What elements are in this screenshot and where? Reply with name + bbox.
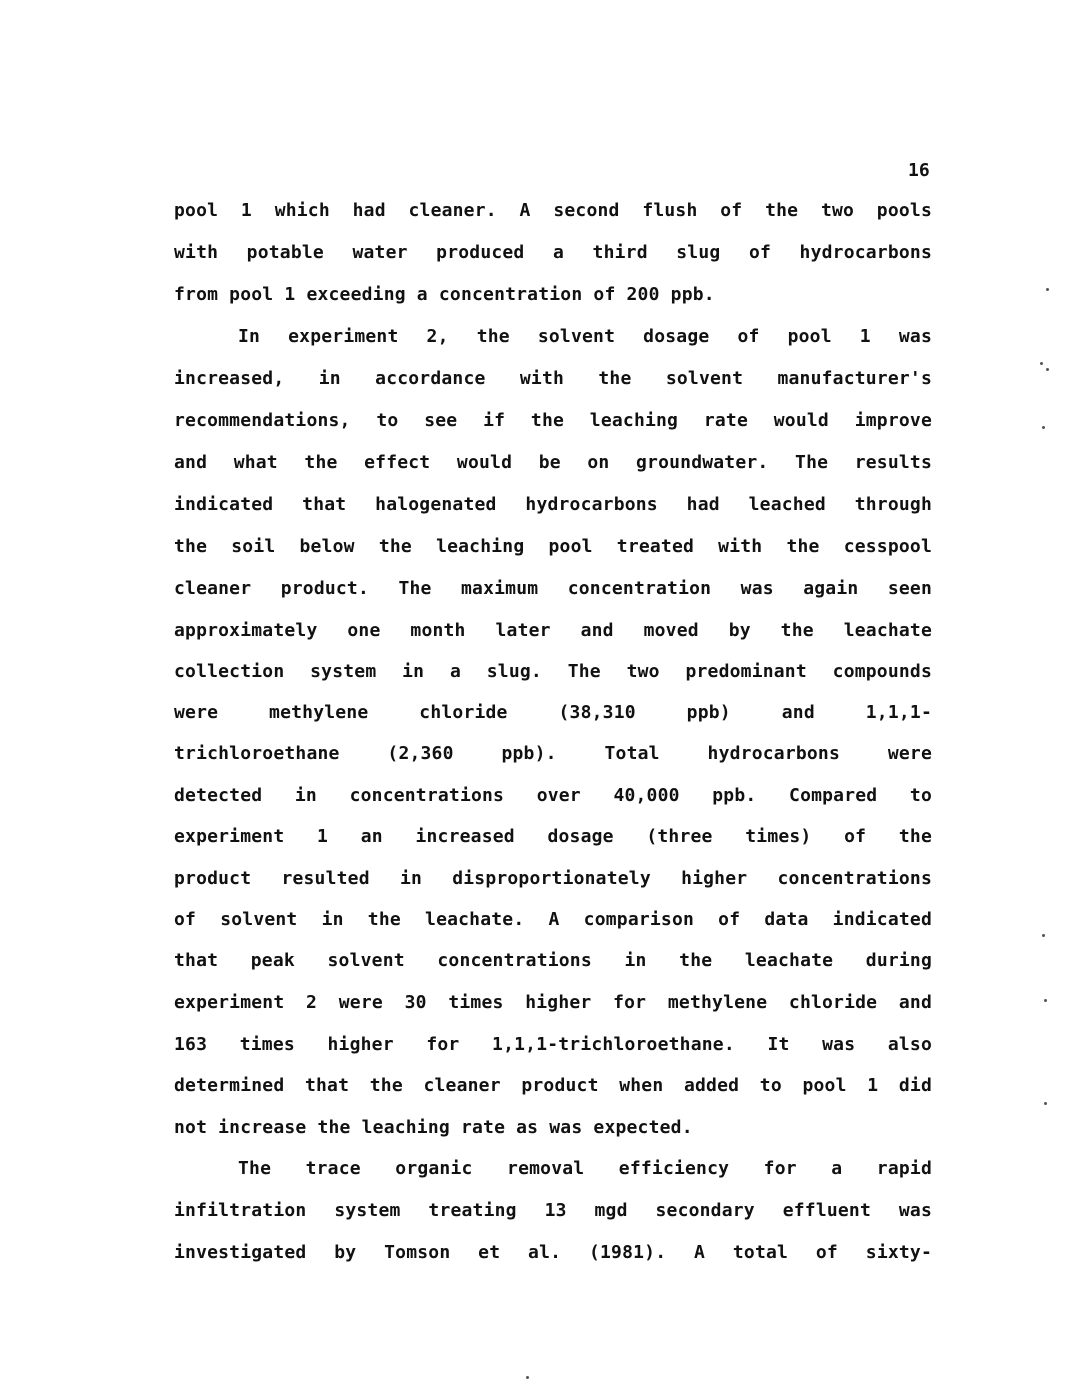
text-line: infiltration system treating 13 mgd secondary effluent was: [174, 1200, 932, 1221]
text-line: product resulted in disproportionately higher concentrations: [174, 868, 932, 889]
text-line: detected in concentrations over 40,000 ppb. Compared to: [174, 785, 932, 806]
text-line: the soil below the leaching pool treated with the cesspool: [174, 536, 932, 557]
text-line: from pool 1 exceeding a concentration of 200 ppb.: [174, 284, 715, 305]
text-line: 163 times higher for 1,1,1-trichloroethane. It was also: [174, 1034, 932, 1055]
scan-speck: [526, 1376, 529, 1379]
scan-speck: [1042, 426, 1045, 429]
page-number: 16: [908, 160, 930, 181]
text-line: In experiment 2, the solvent dosage of pool 1 was: [238, 326, 932, 347]
scan-speck: [1040, 362, 1043, 365]
text-line: increased, in accordance with the solvent manufacturer's: [174, 368, 932, 389]
scan-speck: [1044, 999, 1047, 1002]
text-line: recommendations, to see if the leaching rate would improve: [174, 410, 932, 431]
text-line: experiment 2 were 30 times higher for methylene chloride and: [174, 992, 932, 1013]
scan-speck: [1044, 1102, 1047, 1105]
text-line: and what the effect would be on groundwater. The results: [174, 452, 932, 473]
text-line: approximately one month later and moved by the leachate: [174, 620, 932, 641]
text-line: investigated by Tomson et al. (1981). A total of sixty-: [174, 1242, 932, 1263]
text-line: experiment 1 an increased dosage (three times) of the: [174, 826, 932, 847]
text-line: determined that the cleaner product when added to pool 1 did: [174, 1075, 932, 1096]
scan-speck: [1046, 288, 1049, 291]
text-line: pool 1 which had cleaner. A second flush of the two pools: [174, 200, 932, 221]
scan-speck: [1042, 934, 1045, 937]
text-line: trichloroethane (2,360 ppb). Total hydrocarbons were: [174, 743, 932, 764]
text-line: indicated that halogenated hydrocarbons had leached through: [174, 494, 932, 515]
text-line: of solvent in the leachate. A comparison of data indicated: [174, 909, 932, 930]
text-line: collection system in a slug. The two predominant compounds: [174, 661, 932, 682]
text-line: were methylene chloride (38,310 ppb) and 1,1,1-: [174, 702, 932, 723]
text-line: not increase the leaching rate as was expected.: [174, 1117, 693, 1138]
text-line: that peak solvent concentrations in the leachate during: [174, 950, 932, 971]
text-line: with potable water produced a third slug of hydrocarbons: [174, 242, 932, 263]
text-line: The trace organic removal efficiency for a rapid: [238, 1158, 932, 1179]
scan-speck: [1046, 368, 1049, 371]
text-line: cleaner product. The maximum concentration was again seen: [174, 578, 932, 599]
